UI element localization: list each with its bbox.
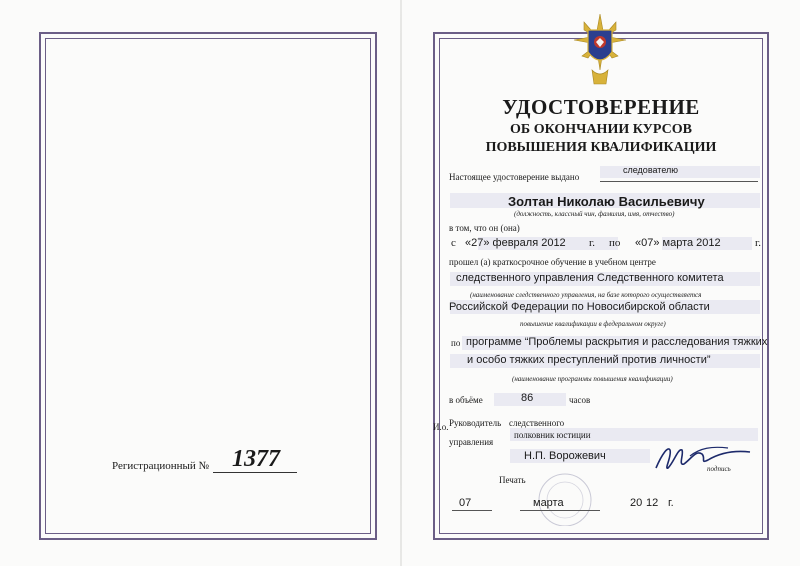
- to-label: по: [609, 237, 621, 249]
- date-year-prefix: 20: [630, 497, 643, 509]
- date-month-underline: [520, 510, 600, 511]
- seal-icon: [520, 466, 610, 526]
- date-day-underline: [452, 510, 492, 511]
- document-subtitle-1: ОБ ОКОНЧАНИИ КУРСОВ: [510, 122, 692, 137]
- head-value-1: следственного: [509, 418, 565, 428]
- head-label-2: управления: [449, 437, 494, 447]
- registration-number: 1377: [232, 446, 280, 472]
- signature-icon: [650, 440, 755, 476]
- document-title: УДОСТОВЕРЕНИЕ: [502, 95, 700, 119]
- institution-line-2: Российской Федерации по Новосибирской области: [449, 301, 710, 313]
- position-value: следователю: [623, 165, 679, 175]
- date-year-unit: г.: [668, 497, 674, 509]
- program-line-2: и особо тяжких преступлений против личности”: [467, 354, 711, 366]
- head-name: Н.П. Ворожевич: [524, 450, 606, 462]
- in-that-label: в том, что он (она): [449, 223, 520, 233]
- to-date: «07» марта 2012: [635, 237, 721, 249]
- head-label-1: Руководитель: [449, 418, 502, 428]
- position-underline: [600, 181, 758, 182]
- year-suffix-1: г.: [589, 237, 596, 249]
- institution-line-1: следственного управления Следственного комитета: [456, 272, 724, 284]
- volume-value: 86: [521, 392, 534, 404]
- year-suffix-2: г.: [755, 237, 762, 249]
- date-month: марта: [533, 497, 564, 509]
- name-caption: (должность, классный чин, фамилия, имя, отчество): [514, 210, 675, 218]
- volume-label: в объёме: [449, 395, 483, 405]
- date-year-suffix: 12: [646, 497, 659, 509]
- document-subtitle-2: ПОВЫШЕНИЯ КВАЛИФИКАЦИИ: [485, 140, 717, 155]
- date-day: 07: [459, 497, 472, 509]
- completed-label: прошел (а) краткосрочное обучение в учебном центре: [449, 257, 656, 267]
- signature-label: подпись: [707, 465, 731, 473]
- institution-caption-2: повышение квалификации в федеральном округе): [520, 320, 666, 328]
- page-fold: [400, 0, 402, 566]
- institution-caption-1: (наименование следственного управления, на базе которого осуществляется: [470, 291, 702, 299]
- program-prefix: по: [451, 338, 461, 348]
- acting-prefix: И.о.: [433, 422, 449, 432]
- hours-label: часов: [569, 395, 591, 405]
- from-label: с: [451, 237, 456, 249]
- head-value-2: полковник юстиции: [514, 430, 591, 440]
- registration-label: Регистрационный №: [112, 460, 210, 472]
- full-name: Золтан Николаю Васильевичу: [508, 194, 705, 209]
- registration-underline: [213, 472, 297, 473]
- emblem-icon: [572, 12, 628, 88]
- issued-label: Настоящее удостоверение выдано: [449, 172, 580, 182]
- seal-label: Печать: [499, 475, 526, 485]
- program-line-1: программе “Проблемы раскрытия и расследования тяжких: [466, 336, 768, 348]
- from-date: «27» февраля 2012: [465, 237, 566, 249]
- program-caption: (наименование программы повышения квалификации): [512, 375, 673, 383]
